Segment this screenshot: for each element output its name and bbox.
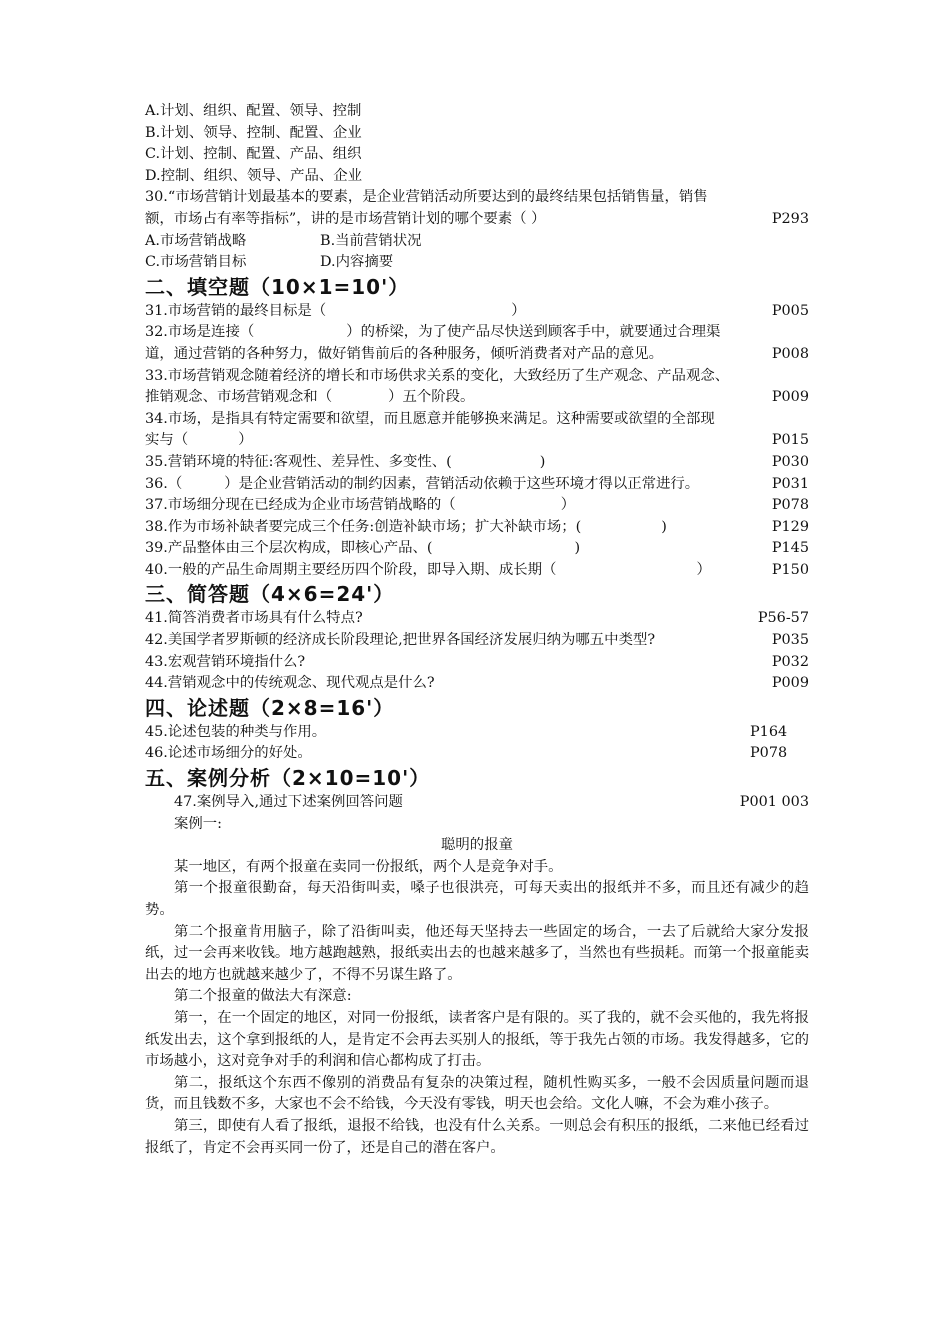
- q34-line-1: 34.市场，是指具有特定需要和欲望，而且愿意并能够换来满足。这种需要或欲望的全部现: [145, 410, 715, 427]
- case-paragraph-1: 某一地区，有两个报童在卖同一份报纸，两个人是竞争对手。: [174, 858, 563, 875]
- q38-text: 38.作为市场补缺者要完成三个任务:创造补缺市场；扩大补缺市场；(: [145, 518, 582, 535]
- case-paragraph-4: 第二个报童的做法大有深意:: [174, 988, 352, 1005]
- q30-option-c: C.市场营销目标: [145, 254, 247, 271]
- q29-option-d: D.控制、组织、领导、产品、企业: [145, 167, 363, 184]
- section-4-heading: 四、论述题（2×8=16'）: [145, 695, 395, 720]
- q41-text: 41.简答消费者市场具有什么特点?: [145, 610, 363, 627]
- q32-page-ref: P008: [771, 345, 809, 362]
- q42-page-ref: P035: [771, 632, 809, 649]
- q29-option-a: A.计划、组织、配置、领导、控制: [145, 103, 362, 119]
- section-5-heading: 五、案例分析（2×10=10'）: [145, 766, 431, 791]
- q45-text: 45.论述包装的种类与作用。: [145, 723, 327, 740]
- page-content: [145, 101, 809, 1159]
- q33-line-1: 33.市场营销观念随着经济的增长和市场供求关系的变化，大致经历了生产观念、产品观念、: [145, 367, 730, 384]
- q45-page-ref: P164: [750, 723, 788, 740]
- q30-page-ref: P293: [771, 210, 809, 227]
- section-3-heading: 三、简答题（4×6=24'）: [145, 582, 395, 607]
- q30-option-b: B.当前营销状况: [320, 232, 422, 249]
- q35-page-ref: P030: [771, 453, 809, 470]
- q44: [145, 673, 809, 695]
- q29-option-c: C.计划、控制、配置、产品、组织: [145, 146, 362, 163]
- q44-text: 44.营销观念中的传统观念、现代观点是什么?: [145, 675, 435, 692]
- q39-page-ref: P145: [771, 540, 809, 557]
- q37-page-ref: P078: [771, 497, 809, 514]
- q43-page-ref: P032: [771, 653, 809, 670]
- q40-close: ）: [696, 561, 711, 578]
- q46-page-ref: P078: [750, 745, 788, 762]
- q44-page-ref: P009: [771, 675, 809, 692]
- case-paragraph-2: 第一个报童很勤奋，每天沿街叫卖，嗓子也很洪亮，可每天卖出的报纸并不多，而且还有减少的趋势。: [145, 880, 809, 918]
- q29-option-b: B.计划、领导、控制、配置、企业: [145, 124, 362, 141]
- q32-text-a: 32.市场是连接（: [145, 324, 255, 341]
- q37: [145, 495, 809, 517]
- q39: [145, 538, 809, 560]
- q33-text-b: ）五个阶段。: [388, 389, 475, 406]
- q34-line-2: [145, 430, 809, 452]
- q43-text: 43.宏观营销环境指什么?: [145, 653, 306, 670]
- q36: [145, 474, 809, 496]
- q42: [145, 630, 809, 652]
- q34-text-b: ）: [238, 432, 253, 449]
- section-2-heading: 二、填空题（10×1=10'）: [145, 274, 410, 299]
- q36-page-ref: P031: [771, 475, 809, 492]
- q41-page-ref: P56-57: [757, 610, 809, 627]
- q30-line-1: 30.“市场营销计划最基本的要素，是企业营销活动所要达到的最终结果包括销售量，销售: [145, 189, 708, 206]
- q31-close: ）: [511, 302, 526, 319]
- q38: [145, 517, 809, 539]
- case-paragraph-3: 第二个报童肯用脑子，除了沿街叫卖，他还每天坚持去一些固定的场合，一去了后就给大家分发报纸，过一会再来收钱。地方越跑越熟，报纸卖出去的也越来越多了，当然也有些损耗。而第一个报童能卖出去的地方也就越来越少了，不得不另谋生路了。: [145, 923, 809, 983]
- q35-text: 35.营销环境的特征:客观性、差异性、多变性、(: [145, 453, 452, 470]
- q37-text: 37.市场细分现在已经成为企业市场营销战略的（: [145, 497, 456, 514]
- q47-page-ref: P001 003: [739, 794, 809, 811]
- q38-close: ): [661, 518, 667, 535]
- q33-line-2: [145, 387, 809, 409]
- q34-page-ref: P015: [771, 432, 809, 449]
- q30-option-a: A.市场营销战略: [145, 232, 247, 249]
- q32-text-c: 道，通过营销的各种努力，做好销售前后的各种服务，倾听消费者对产品的意见。: [145, 345, 664, 362]
- case-label: 案例一:: [174, 815, 223, 832]
- q30-line-2-text: 额，市场占有率等指标”，讲的是市场营销计划的哪个要素（ ）: [145, 210, 546, 227]
- q32-text-b: ）的桥梁，为了使产品尽快送到顾客手中，就要通过合理渠: [346, 324, 721, 341]
- q40-page-ref: P150: [771, 561, 809, 578]
- q30-line-2: [145, 209, 809, 231]
- q38-page-ref: P129: [771, 518, 809, 535]
- q46: [145, 743, 809, 765]
- q35-close: ): [539, 453, 546, 470]
- q33-page-ref: P009: [771, 389, 809, 406]
- q39-text: 39.产品整体由三个层次构成，即核心产品、(: [145, 540, 433, 557]
- case-paragraph-7: 第三，即使有人看了报纸，退报不给钱，也没有什么关系。一则总会有积压的报纸，二来他已经看过报纸了，肯定不会再买同一份了，还是自己的潜在客户。: [145, 1117, 809, 1156]
- q42-text: 42.美国学者罗斯顿的经济成长阶段理论,把世界各国经济发展归纳为哪五中类型?: [145, 632, 656, 649]
- q32-line-1: [145, 322, 809, 344]
- q40: [145, 560, 809, 582]
- q31-text: 31.市场营销的最终目标是（: [145, 302, 327, 319]
- q45: [145, 722, 809, 744]
- q41: [145, 608, 809, 630]
- q30-option-d: D.内容摘要: [320, 254, 394, 271]
- q30-options-cd: [145, 252, 809, 274]
- q36-text-b: ）是企业营销活动的制约因素，营销活动依赖于这些环境才得以正常进行。: [224, 475, 700, 492]
- q31-page-ref: P005: [771, 302, 809, 319]
- q46-text: 46.论述市场细分的好处。: [145, 745, 312, 762]
- q47-text: 47.案例导入,通过下述案例回答问题: [174, 794, 403, 811]
- q39-close: ): [574, 540, 581, 557]
- q37-close: ）: [560, 497, 576, 514]
- q47: [145, 792, 809, 814]
- q33-text-a: 推销观念、市场营销观念和（: [145, 389, 333, 406]
- case-paragraph-5: 第一，在一个固定的地区，对同一份报纸，读者客户是有限的。买了我的，就不会买他的，我先将报纸发出去，这个拿到报纸的人，是肯定不会再去买别人的报纸，等于我先占领的市场。我发得越多，它的市场越小，这对竞争对手的利润和信心都构成了打击。: [145, 1009, 809, 1070]
- q31: [145, 301, 809, 323]
- case-title: 聪明的报童: [441, 837, 513, 854]
- q40-text: 40.一般的产品生命周期主要经历四个阶段，即导入期、成长期（: [145, 561, 557, 578]
- q30-options-ab: [145, 231, 809, 253]
- q35: [145, 452, 809, 474]
- q43: [145, 652, 809, 674]
- q36-text-a: 36.（: [145, 475, 183, 492]
- case-paragraph-6: 第二，报纸这个东西不像别的消费品有复杂的决策过程，随机性购买多，一般不会因质量问题而退货，而且钱数不多，大家也不会不给钱，今天没有零钱，明天也会给。文化人嘛，不会为难小孩子。: [145, 1074, 809, 1113]
- q34-text-a: 实与（: [145, 432, 189, 449]
- q32-line-2: [145, 344, 809, 366]
